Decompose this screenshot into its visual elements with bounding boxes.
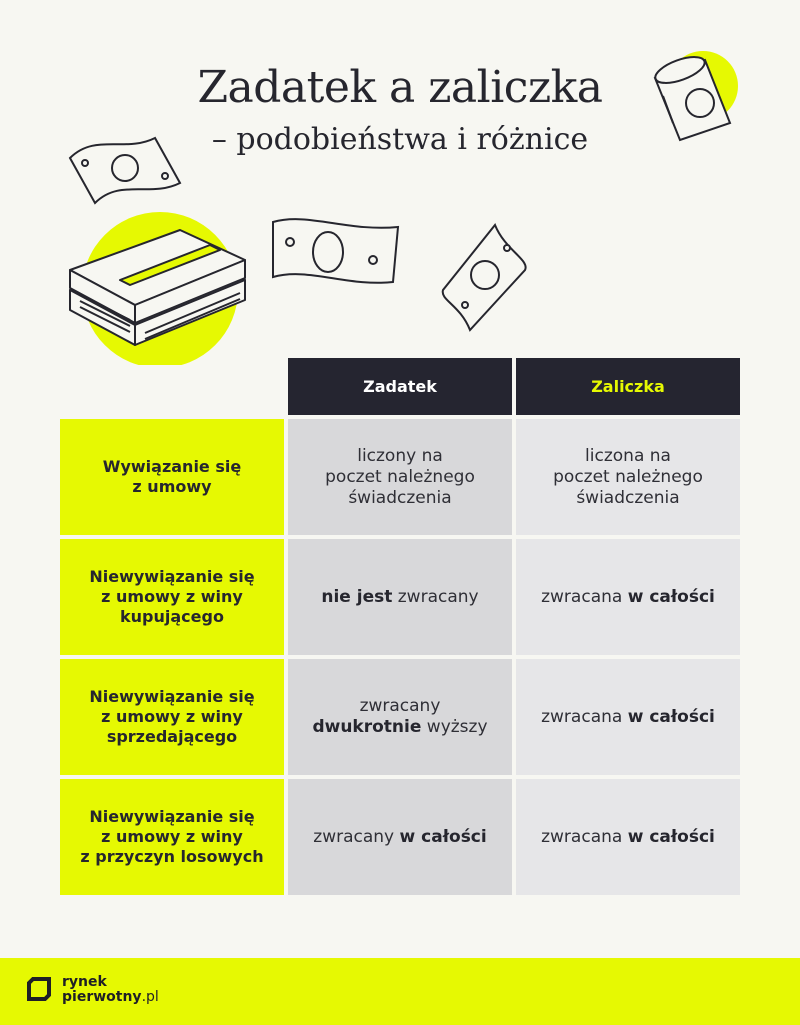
logo-line1: rynek bbox=[62, 974, 107, 990]
cell-plain: wyższy bbox=[421, 717, 488, 737]
cell-bold: nie jest bbox=[321, 586, 393, 607]
cell-line: liczona na bbox=[585, 445, 671, 466]
cell-bold: w całości bbox=[627, 826, 715, 847]
row-label-line: Niewywiązanie się bbox=[89, 567, 255, 586]
cell-line: liczony na bbox=[357, 445, 443, 466]
cell-bold: w całości bbox=[399, 826, 487, 847]
row-label-losowych bbox=[60, 779, 284, 895]
cell-line: zwracany bbox=[359, 696, 441, 716]
cell-line: świadczenia bbox=[576, 487, 680, 508]
footer-bar bbox=[0, 958, 800, 1025]
table-cell-zaliczka bbox=[516, 779, 740, 895]
row-label-line: z umowy z winy bbox=[101, 827, 243, 846]
row-label-kupujacego bbox=[60, 539, 284, 655]
page-subtitle: – podobieństwa i różnice bbox=[211, 122, 589, 157]
row-label-line: z przyczyn losowych bbox=[80, 847, 264, 866]
row-label-line: Wywiązanie się bbox=[102, 457, 242, 476]
table-cell-zaliczka bbox=[516, 419, 740, 535]
cell-bold: w całości bbox=[627, 706, 715, 727]
cell-plain: zwracany bbox=[313, 826, 400, 847]
cell-line: poczet należnego bbox=[325, 466, 475, 487]
row-label-line: z umowy z winy bbox=[101, 707, 243, 726]
cell-line: poczet należnego bbox=[553, 466, 703, 487]
row-label-line: z umowy bbox=[132, 477, 212, 496]
column-header-zaliczka bbox=[516, 358, 740, 415]
cell-plain: zwracana bbox=[541, 586, 628, 607]
row-label-line: sprzedającego bbox=[106, 727, 238, 746]
money-roll-icon bbox=[645, 48, 740, 148]
banknote-icon bbox=[65, 128, 185, 208]
row-label-line: kupującego bbox=[120, 607, 224, 626]
table-cell-zadatek bbox=[288, 419, 512, 535]
cell-plain: zwracany bbox=[392, 586, 479, 607]
logo-mark-icon bbox=[26, 976, 52, 1002]
row-label-line: z umowy z winy bbox=[101, 587, 243, 606]
row-label-sprzedajacego bbox=[60, 659, 284, 775]
table-cell-zaliczka bbox=[516, 659, 740, 775]
banknote-icon bbox=[435, 220, 535, 335]
cell-plain: zwracana bbox=[541, 706, 628, 727]
banknote-icon bbox=[268, 212, 408, 292]
cell-bold: w całości bbox=[627, 586, 715, 607]
row-label-wywiazanie bbox=[60, 419, 284, 535]
cell-line: świadczenia bbox=[348, 487, 452, 508]
table-cell-zadatek bbox=[288, 659, 512, 775]
column-header-zadatek bbox=[288, 358, 512, 415]
row-label-line: Niewywiązanie się bbox=[89, 807, 255, 826]
logo-line2: pierwotny bbox=[62, 989, 142, 1005]
money-stack-icon bbox=[60, 195, 260, 365]
logo[interactable] bbox=[62, 975, 159, 1005]
table-cell-zaliczka bbox=[516, 539, 740, 655]
column-header-label: Zadatek bbox=[363, 377, 437, 396]
page-title: Zadatek a zaliczka bbox=[197, 62, 603, 113]
cell-bold: dwukrotnie bbox=[312, 717, 422, 737]
column-header-label: Zaliczka bbox=[591, 377, 665, 396]
row-label-line: Niewywiązanie się bbox=[89, 687, 255, 706]
table-cell-zadatek bbox=[288, 779, 512, 895]
cell-plain: zwracana bbox=[541, 826, 628, 847]
logo-suffix: .pl bbox=[141, 989, 159, 1005]
table-cell-zadatek bbox=[288, 539, 512, 655]
